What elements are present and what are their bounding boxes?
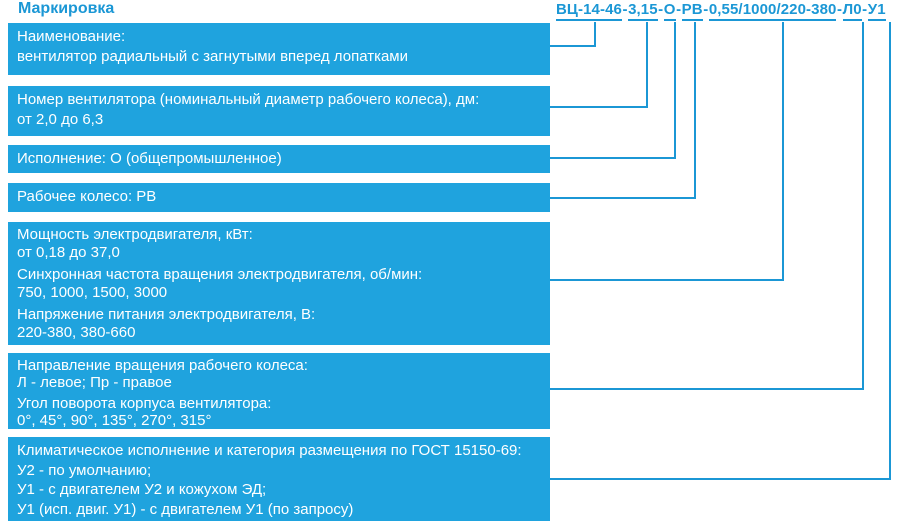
spec-box-execution xyxy=(8,145,550,173)
connector-vertical-6 xyxy=(889,22,891,480)
spec-line: Климатическое исполнение и категория размещения по ГОСТ 15150-69: xyxy=(17,442,522,459)
spec-box-rotation-direction-angle xyxy=(8,353,550,429)
page-title: Маркировка xyxy=(18,0,115,17)
connector-horizontal-4 xyxy=(550,279,784,281)
marking-code xyxy=(556,1,886,21)
connector-vertical-3 xyxy=(694,22,696,199)
code-segment-4: 0,55/1000/220-380 xyxy=(709,1,837,21)
code-separator: - xyxy=(676,1,682,18)
spec-line: 220-380, 380-660 xyxy=(17,324,136,341)
spec-line: Наименование: xyxy=(17,28,126,45)
spec-paragraph xyxy=(17,90,540,130)
code-segment-1: 3,15 xyxy=(628,1,658,21)
connector-vertical-0 xyxy=(594,22,596,47)
spec-paragraph xyxy=(17,441,540,519)
connector-horizontal-1 xyxy=(550,106,648,108)
spec-box-climatic-category xyxy=(8,437,550,521)
spec-paragraph xyxy=(17,149,540,169)
spec-line: от 0,18 до 37,0 xyxy=(17,244,120,261)
spec-box-impeller xyxy=(8,183,550,212)
connector-vertical-4 xyxy=(782,22,784,281)
code-separator: - xyxy=(658,1,664,18)
spec-box-fan-number xyxy=(8,86,550,136)
code-separator: - xyxy=(862,1,868,18)
spec-line: Исполнение: О (общепромышленное) xyxy=(17,150,282,167)
spec-line: 750, 1000, 1500, 3000 xyxy=(17,284,168,301)
spec-box-name-designation xyxy=(8,23,550,75)
connector-horizontal-2 xyxy=(550,157,676,159)
spec-line: вентилятор радиальный с загнутыми вперед лопатками xyxy=(17,48,408,65)
code-separator: - xyxy=(836,1,843,18)
spec-line: Л - левое; Пр - правое xyxy=(17,374,172,391)
spec-line: 0°, 45°, 90°, 135°, 270°, 315° xyxy=(17,412,212,429)
spec-line: от 2,0 до 6,3 xyxy=(17,111,104,128)
spec-paragraph xyxy=(17,266,540,302)
spec-line: Напряжение питания электродвигателя, В: xyxy=(17,306,316,323)
spec-line: У2 - по умолчанию; xyxy=(17,461,152,479)
connector-horizontal-0 xyxy=(550,45,596,47)
connector-vertical-5 xyxy=(862,22,864,390)
code-segment-3: РВ xyxy=(682,1,703,21)
connector-horizontal-6 xyxy=(550,478,891,480)
spec-paragraph xyxy=(17,226,540,262)
code-separator: - xyxy=(703,1,709,18)
connector-horizontal-3 xyxy=(550,197,696,199)
connector-vertical-1 xyxy=(646,22,648,108)
spec-line: У1 - с двигателем У2 и кожухом ЭД; xyxy=(17,481,267,498)
code-segment-0: ВЦ-14-46 xyxy=(556,1,622,21)
connector-horizontal-5 xyxy=(550,388,864,390)
connector-vertical-2 xyxy=(674,22,676,159)
spec-line: Направление вращения рабочего колеса: xyxy=(17,357,308,374)
spec-line: Синхронная частота вращения электродвигателя, об/мин: xyxy=(17,266,423,283)
spec-paragraph xyxy=(17,357,540,391)
spec-paragraph xyxy=(17,187,540,207)
code-segment-5: Л0 xyxy=(843,1,862,21)
spec-line: Номер вентилятора (номинальный диаметр рабочего колеса), дм: xyxy=(17,91,480,108)
spec-line: Рабочее колесо: РВ xyxy=(17,188,157,205)
spec-line: Угол поворота корпуса вентилятора: xyxy=(17,395,272,412)
spec-paragraph xyxy=(17,306,540,342)
code-segment-6: У1 xyxy=(868,1,886,21)
spec-line: У1 (исп. двиг. У1) - с двигателем У1 (по запросу) xyxy=(17,500,354,518)
spec-box-motor-power-speed-voltage xyxy=(8,222,550,345)
spec-paragraph xyxy=(17,395,540,429)
spec-line: Мощность электродвигателя, кВт: xyxy=(17,226,253,243)
spec-paragraph xyxy=(17,27,540,67)
code-segment-2: О xyxy=(664,1,676,21)
code-separator: - xyxy=(622,1,628,18)
